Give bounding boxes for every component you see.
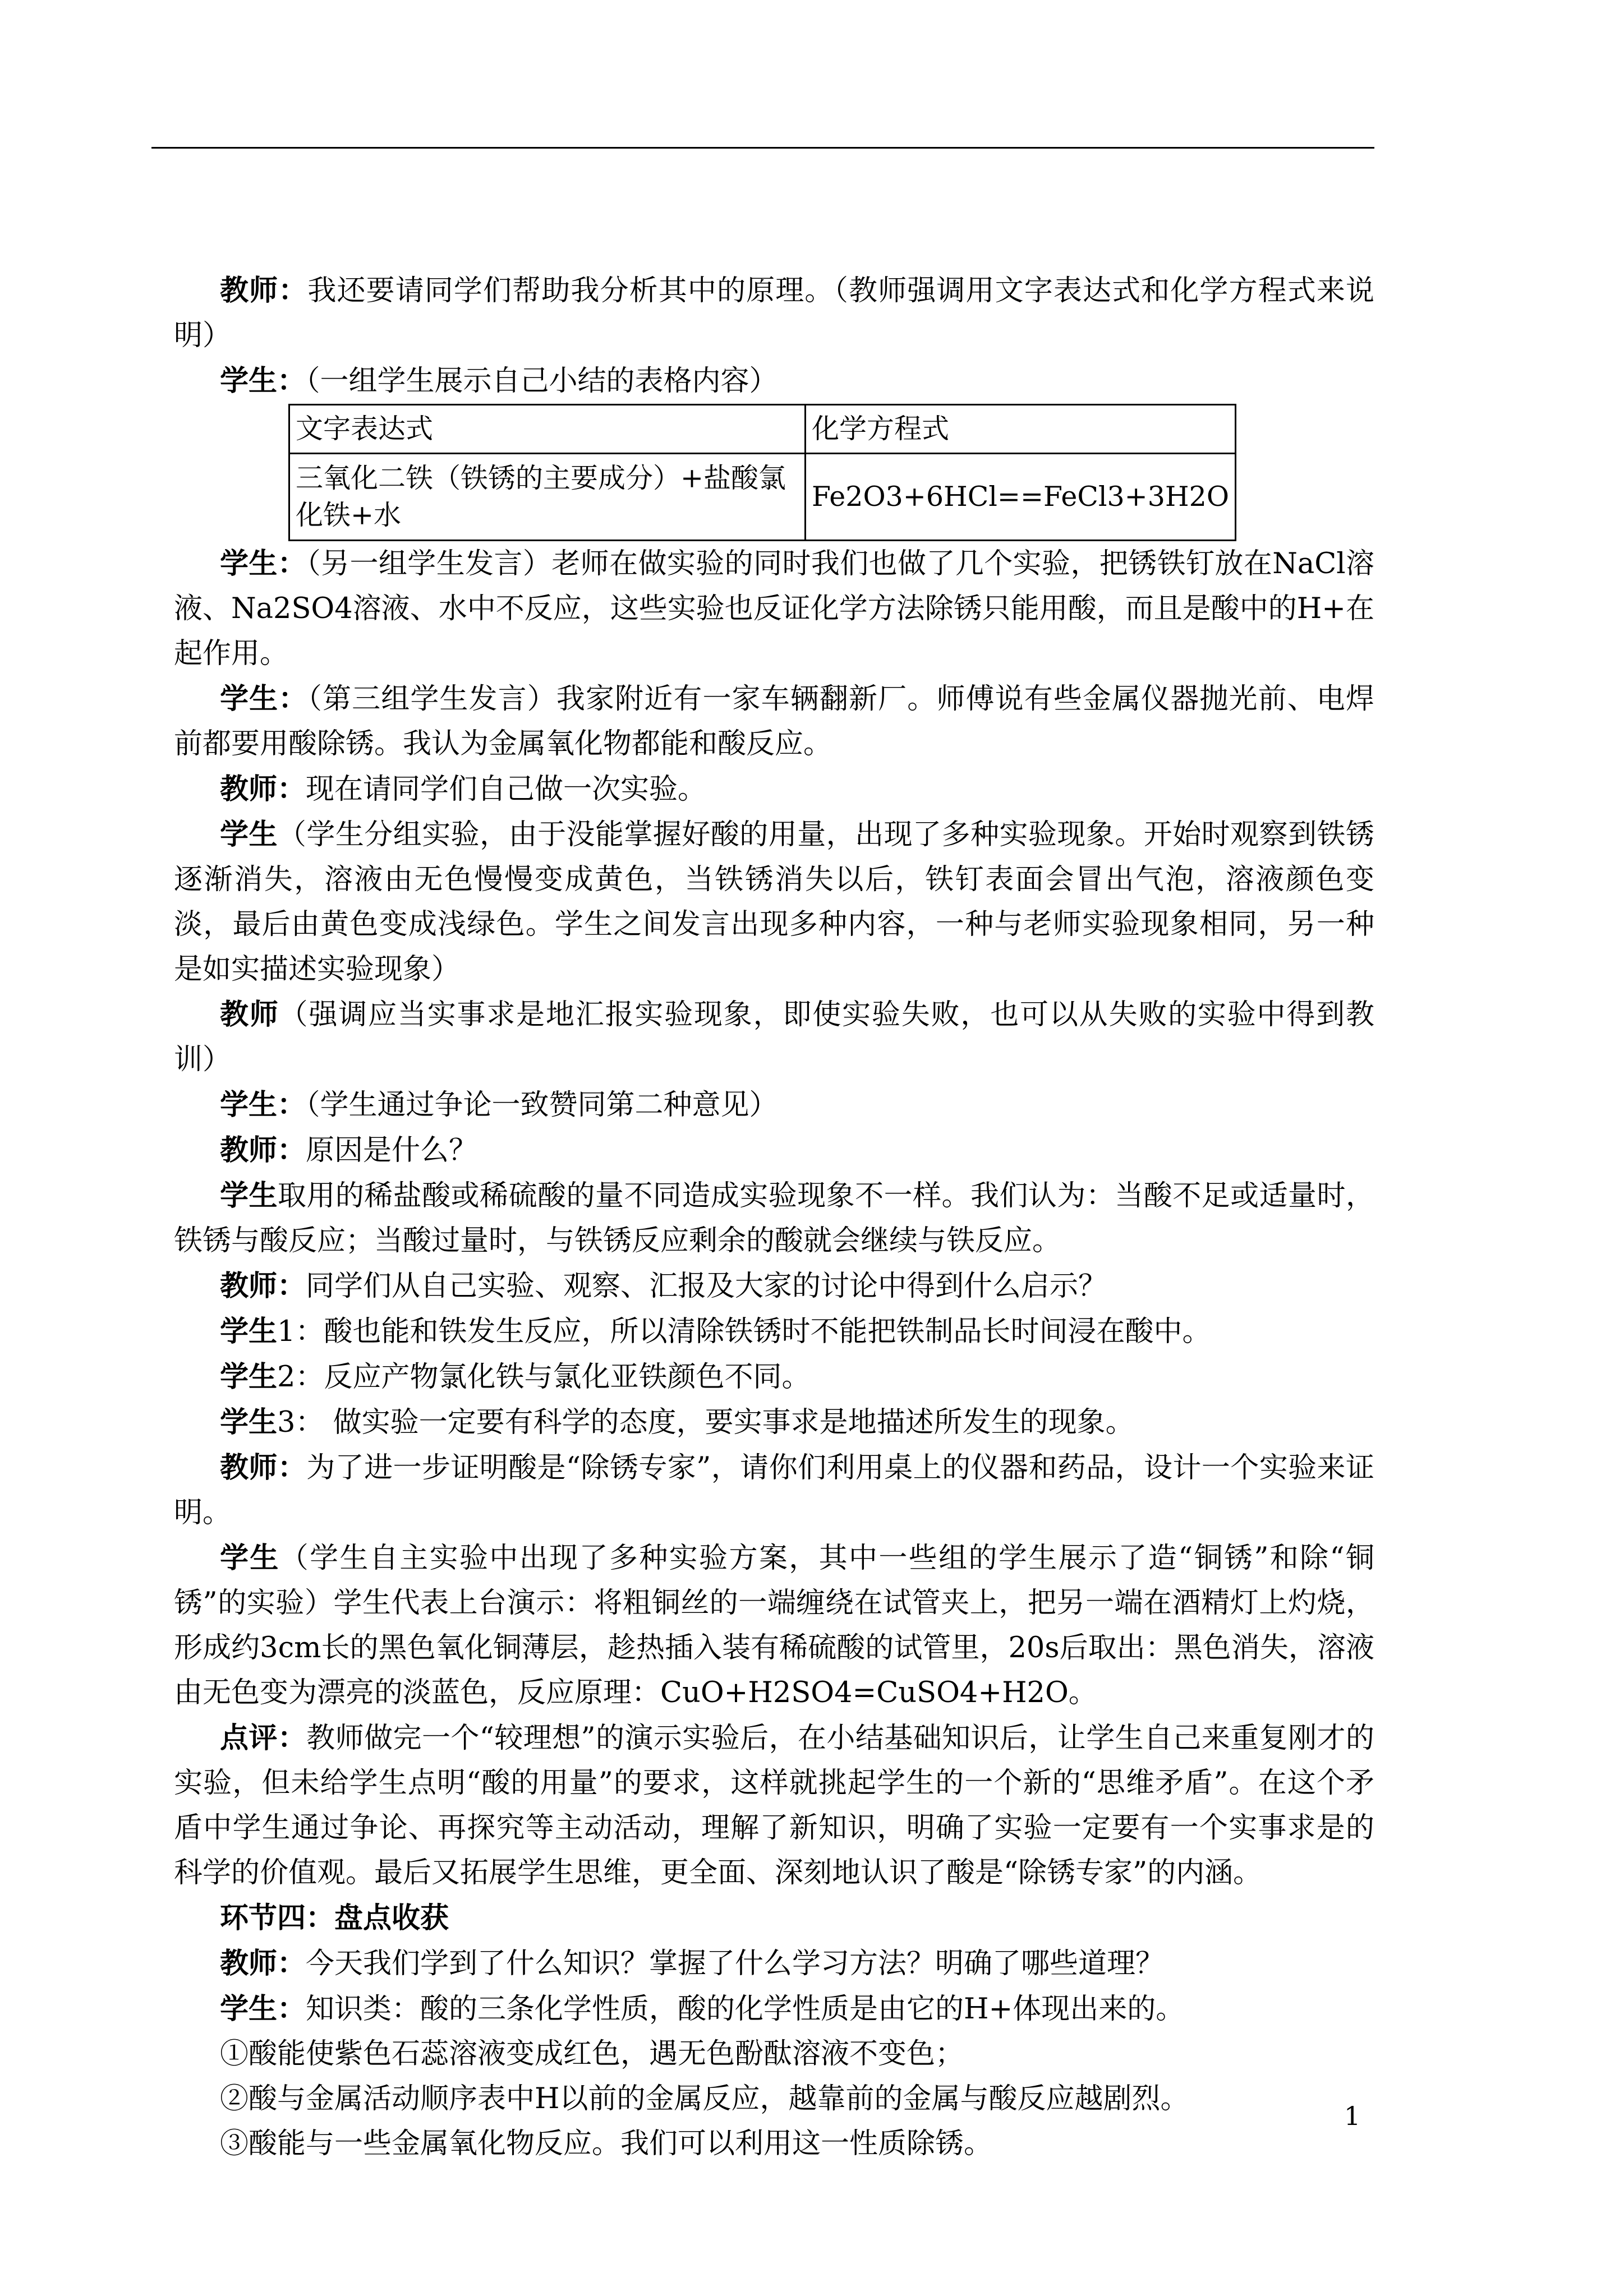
table-header-cell: 文字表达式 [289, 405, 806, 454]
table-header-cell: 化学方程式 [805, 405, 1235, 454]
paragraph [174, 1082, 1374, 1128]
page-number: 1 [1344, 2101, 1361, 2131]
paragraph-text: 1：酸也能和铁发生反应，所以清除铁锈时不能把铁制品长时间浸在酸中。 [277, 1315, 1211, 1348]
paragraph [174, 1445, 1374, 1536]
paragraph-text: （一组学生展示自己小结的表格内容） [306, 365, 778, 398]
paragraph-text: 同学们从自己实验、观察、汇报及大家的讨论中得到什么启示？ [306, 1270, 1107, 1303]
document-body [174, 268, 1374, 2166]
speaker-label: 学生 [220, 1405, 278, 1439]
speaker-label: 教师： [220, 1269, 306, 1303]
speaker-label: 教师： [220, 274, 308, 307]
speaker-label: 教师 [220, 998, 279, 1031]
list-item: ①酸能使紫色石蕊溶液变成红色，遇无色酚酞溶液不变色； [220, 2037, 964, 2071]
paragraph-text: 2：反应产物氯化铁与氯化亚铁颜色不同。 [277, 1361, 811, 1394]
speaker-label: 学生： [220, 547, 307, 580]
speaker-label: 学生 [220, 818, 278, 851]
summary-table-wrapper [288, 404, 1236, 541]
paragraph [174, 1354, 1374, 1400]
paragraph [174, 812, 1374, 992]
paragraph-text: （学生自主实验中出现了多种实验方案，其中一些组的学生展示了造“铜锈”和除“铜锈”的实验）学生代表上台演示：将粗铜丝的一端缠绕在试管夹上，把另一端在酒精灯上灼烧，形成约3cm长的黑色氧化铜薄层，趁热插入装有稀硫酸的试管里，20s后取出：黑色消失，溶液由无色变为漂亮的淡蓝色，反应原理：CuO+H2SO4=CuSO4+H2O。 [174, 1542, 1374, 1709]
paragraph [174, 268, 1374, 358]
paragraph [174, 767, 1374, 812]
paragraph [174, 1309, 1374, 1354]
speaker-label: 教师： [220, 772, 306, 806]
paragraph [174, 1716, 1374, 1896]
paragraph [174, 1400, 1374, 1445]
paragraph [174, 1941, 1374, 1986]
table-header-row [289, 405, 1236, 454]
list-item: ③酸能与一些金属氧化物反应。我们可以利用这一性质除锈。 [220, 2127, 993, 2160]
paragraph [174, 992, 1374, 1082]
paragraph-text: 原因是什么？ [306, 1134, 478, 1167]
paragraph-text: 知识类：酸的三条化学性质，酸的化学性质是由它的H+体现出来的。 [306, 1993, 1185, 2026]
paragraph-text: （强调应当实事求是地汇报实验现象，即使实验失败，也可以从失败的实验中得到教训） [174, 998, 1374, 1076]
paragraph [174, 541, 1374, 676]
paragraph [174, 358, 1374, 404]
speaker-label: 学生 [220, 1315, 278, 1348]
speaker-label: 学生 [220, 1541, 280, 1575]
paragraph-text: 教师做完一个“较理想”的演示实验后，在小结基础知识后，让学生自己来重复刚才的实验，但未给学生点明“酸的用量”的要求，这样就挑起学生的一个新的“思维矛盾”。在这个矛盾中学生通过争论、再探究等主动活动，理解了新知识，明确了实验一定要有一个实事求是的科学的价值观。最后又拓展学生思维，更全面、深刻地认识了酸是“除锈专家”的内涵。 [174, 1722, 1374, 1889]
summary-table [288, 404, 1236, 541]
speaker-label: 教师： [220, 1451, 307, 1484]
paragraph-text: （学生分组实验，由于没能掌握好酸的用量，出现了多种实验现象。开始时观察到铁锈逐渐消失，溶液由无色慢慢变成黄色，当铁锈消失以后，铁钉表面会冒出气泡，溶液颜色变淡，最后由黄色变成浅绿色。学生之间发言出现多种内容，一种与老师实验现象相同，另一种是如实描述实验现象） [174, 818, 1374, 986]
paragraph [174, 1173, 1374, 1264]
paragraph-text: 今天我们学到了什么知识？掌握了什么学习方法？明确了哪些道理？ [306, 1947, 1165, 1980]
list-item: ②酸与金属活动顺序表中H以前的金属反应，越靠前的金属与酸反应越剧烈。 [220, 2082, 1189, 2115]
paragraph-text: 我还要请同学们帮助我分析其中的原理。（教师强调用文字表达式和化学方程式来说明） [174, 274, 1374, 352]
speaker-label: 学生： [220, 1088, 306, 1122]
header-rule [151, 147, 1374, 149]
speaker-label: 学生 [220, 1360, 278, 1394]
paragraph [174, 1986, 1374, 2032]
speaker-label: 学生 [220, 1179, 278, 1212]
paragraph-text: （学生通过争论一致赞同第二种意见） [306, 1089, 778, 1122]
table-row [289, 454, 1236, 541]
paragraph-text: 为了进一步证明酸是“除锈专家”，请你们利用桌上的仪器和药品，设计一个实验来证明。 [174, 1451, 1374, 1529]
speaker-label: 学生： [220, 364, 306, 398]
table-cell: Fe2O3+6HCl==FeCl3+3H2O [805, 454, 1235, 541]
speaker-label: 学生： [220, 1992, 306, 2026]
paragraph-text: （另一组学生发言）老师在做实验的同时我们也做了几个实验，把锈铁钉放在NaCl溶液、Na2SO4溶液、水中不反应，这些实验也反证化学方法除锈只能用酸，而且是酸中的H+在起作用。 [174, 547, 1374, 670]
table-cell: 三氧化二铁（铁锈的主要成分）+盐酸氯化铁+水 [289, 454, 806, 541]
paragraph-text: 现在请同学们自己做一次实验。 [306, 773, 707, 806]
paragraph-text: （第三组学生发言）我家附近有一家车辆翻新厂。师傅说有些金属仪器抛光前、电焊前都要用酸除锈。我认为金属氧化物都能和酸反应。 [174, 683, 1374, 760]
section-heading-label: 环节四：盘点收获 [220, 1901, 449, 1935]
speaker-label: 教师： [220, 1133, 306, 1167]
paragraph-text: 3： 做实验一定要有科学的态度，要实事求是地描述所发生的现象。 [277, 1406, 1134, 1439]
paragraph [174, 1536, 1374, 1716]
speaker-label: 点评： [220, 1721, 307, 1755]
paragraph-text: 取用的稀盐酸或稀硫酸的量不同造成实验现象不一样。我们认为：当酸不足或适量时，铁锈与酸反应；当酸过量时，与铁锈反应剩余的酸就会继续与铁反应。 [174, 1179, 1374, 1257]
speaker-label: 学生： [220, 682, 308, 716]
paragraph [174, 1128, 1374, 1173]
paragraph [174, 1264, 1374, 1309]
speaker-label: 教师： [220, 1947, 306, 1980]
paragraph [174, 676, 1374, 767]
section-heading [174, 1896, 1374, 1941]
